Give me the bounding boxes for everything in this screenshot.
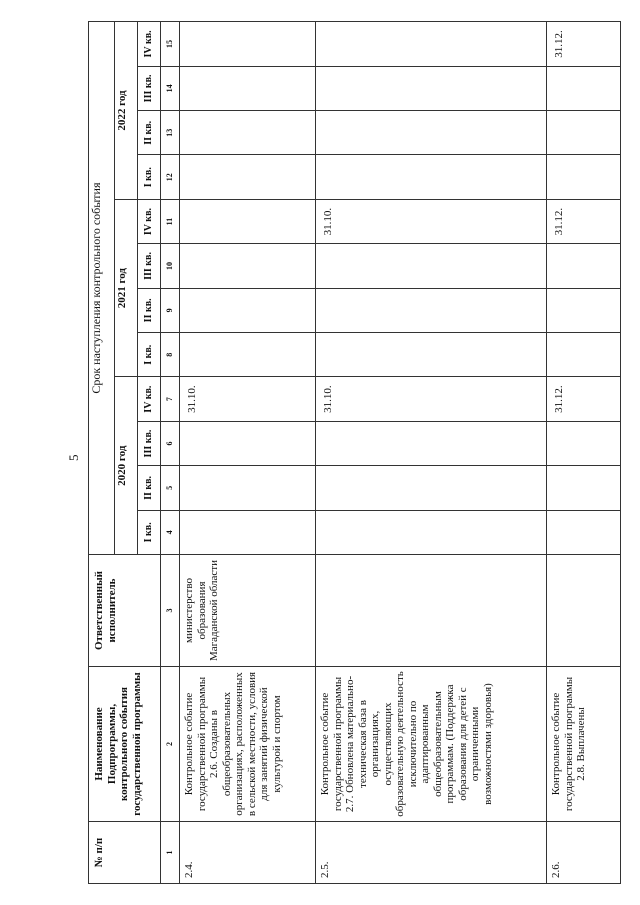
event-name: Контрольное событие государственной программы 2.6. Созданы в общеобразовательных организациях, расположенных в сельской местности, условия для занятий физической культурой и спортом (180, 667, 316, 822)
header-quarter: IV кв. (138, 199, 161, 243)
table-row (316, 22, 547, 884)
column-number: 2 (161, 667, 180, 822)
column-number: 10 (161, 244, 180, 288)
quarter-date-cell (180, 466, 316, 510)
header-name: Наименование Подпрограммы, контрольного события государственной программы (89, 667, 161, 822)
quarter-date-cell (316, 421, 547, 465)
responsible-executor (547, 555, 621, 667)
quarter-date-cell (180, 66, 316, 110)
quarter-date-cell (547, 510, 621, 554)
quarter-date-cell (316, 22, 547, 67)
column-number: 15 (161, 22, 180, 67)
column-number: 14 (161, 66, 180, 110)
column-number: 4 (161, 510, 180, 554)
column-number: 8 (161, 333, 180, 377)
header-quarter: III кв. (138, 66, 161, 110)
quarter-date-cell (547, 111, 621, 155)
quarter-date-cell (316, 66, 547, 110)
column-number: 7 (161, 377, 180, 421)
header-quarter: IV кв. (138, 22, 161, 67)
header-num: № п/п (89, 822, 161, 884)
quarter-date-cell: 31.10. (316, 199, 547, 243)
column-number: 13 (161, 111, 180, 155)
header-quarter: IV кв. (138, 377, 161, 421)
quarter-date-cell (316, 244, 547, 288)
responsible-executor (316, 555, 547, 667)
event-name: Контрольное событие государственной программы 2.7. Обновлена материально-техническая база в организациях, осуществляющих образовательную деятельность исключительно по адаптированным общеобразовательным программам. (Поддержка образования для детей с ограниченными возможностями здоровья) (316, 667, 547, 822)
quarter-date-cell: 31.10. (180, 377, 316, 421)
quarter-date-cell (547, 466, 621, 510)
quarter-date-cell (316, 510, 547, 554)
column-number: 11 (161, 199, 180, 243)
column-number: 1 (161, 822, 180, 884)
header-quarter: I кв. (138, 510, 161, 554)
header-quarter: III кв. (138, 244, 161, 288)
quarter-date-cell (547, 288, 621, 332)
table-row (180, 22, 316, 884)
column-number: 12 (161, 155, 180, 199)
page-number: 5 (66, 454, 81, 461)
quarter-date-cell (180, 510, 316, 554)
quarter-date-cell: 31.10. (316, 377, 547, 421)
quarter-date-cell (547, 421, 621, 465)
quarter-date-cell: 31.12. (547, 199, 621, 243)
quarter-date-cell (316, 111, 547, 155)
control-events-table (88, 21, 621, 884)
table-row (547, 22, 621, 884)
quarter-date-cell (180, 199, 316, 243)
quarter-date-cell (547, 155, 621, 199)
header-quarter: II кв. (138, 466, 161, 510)
quarter-date-cell (316, 288, 547, 332)
quarter-date-cell (316, 155, 547, 199)
header-term: Срок наступления контрольного события (89, 22, 115, 555)
header-quarter: I кв. (138, 155, 161, 199)
quarter-date-cell: 31.12. (547, 377, 621, 421)
quarter-date-cell: 31.12. (547, 22, 621, 67)
header-quarter: II кв. (138, 111, 161, 155)
header-year-2022: 2022 год (115, 22, 138, 200)
quarter-date-cell (180, 111, 316, 155)
responsible-executor: министерство образования Магаданской области (180, 555, 316, 667)
column-number: 3 (161, 555, 180, 667)
event-name: Контрольное событие государственной программы 2.8. Выплачены (547, 667, 621, 822)
column-number: 9 (161, 288, 180, 332)
header-quarter: III кв. (138, 421, 161, 465)
quarter-date-cell (547, 244, 621, 288)
header-responsible: Ответственный исполнитель (89, 555, 161, 667)
quarter-date-cell (180, 421, 316, 465)
quarter-date-cell (547, 333, 621, 377)
header-year-2021: 2021 год (115, 199, 138, 377)
quarter-date-cell (180, 244, 316, 288)
column-number: 6 (161, 421, 180, 465)
header-year-2020: 2020 год (115, 377, 138, 555)
row-number: 2.6. (547, 822, 621, 884)
quarter-date-cell (316, 333, 547, 377)
quarter-date-cell (547, 66, 621, 110)
quarter-date-cell (180, 333, 316, 377)
header-quarter: I кв. (138, 333, 161, 377)
column-number: 5 (161, 466, 180, 510)
quarter-date-cell (316, 466, 547, 510)
quarter-date-cell (180, 22, 316, 67)
row-number: 2.4. (180, 822, 316, 884)
quarter-date-cell (180, 155, 316, 199)
header-quarter: II кв. (138, 288, 161, 332)
row-number: 2.5. (316, 822, 547, 884)
quarter-date-cell (180, 288, 316, 332)
